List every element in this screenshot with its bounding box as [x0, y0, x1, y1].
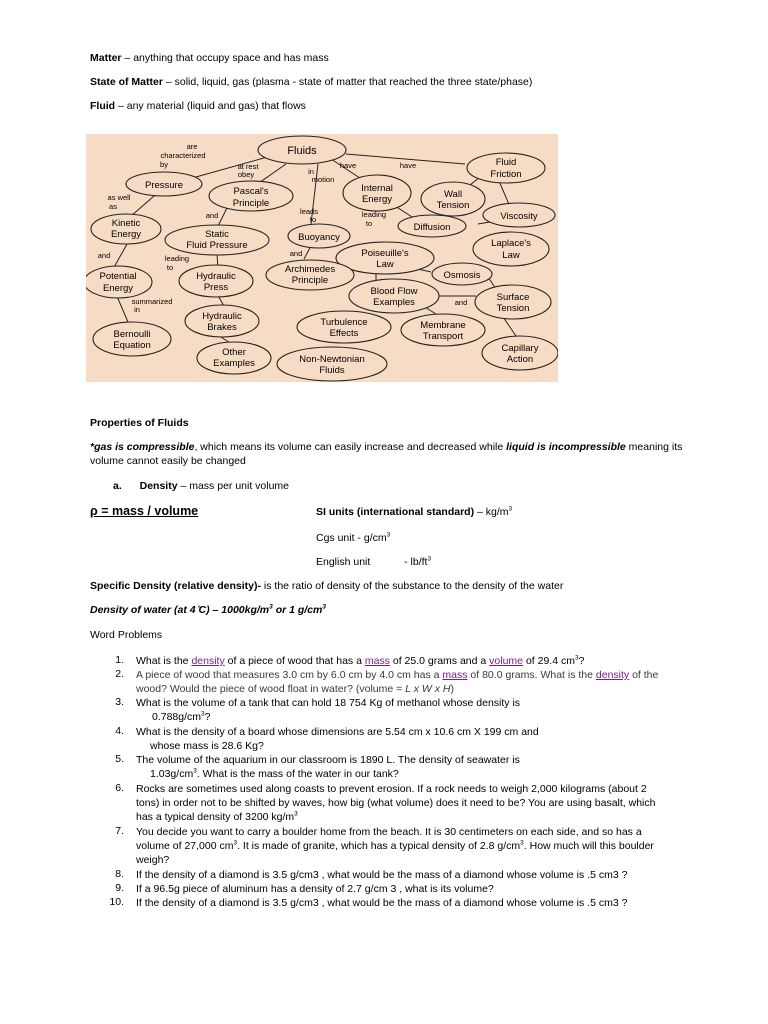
problem-1 [136, 654, 716, 668]
volume-link[interactable]: volume [489, 655, 524, 667]
matter-term: Matter [90, 52, 122, 64]
problem-2 [136, 668, 716, 696]
label-buoyancy: Buoyancy [298, 232, 340, 243]
label-other-1: Other [222, 347, 246, 358]
label-turbulence-2: Effects [329, 328, 359, 339]
specific-density [90, 580, 563, 592]
problem-7-line-2a: volume of 27,000 cm [136, 840, 234, 852]
problem-1-text-d: of 29.4 cm [523, 655, 575, 667]
problem-2-formula: L x W x H [405, 683, 451, 695]
density-formula [90, 504, 198, 518]
link-leading-2: leading [361, 210, 387, 219]
link-leading-1: leading [164, 254, 190, 263]
problem-1-text-c: of 25.0 grams and a [389, 655, 490, 667]
density-link[interactable]: density [191, 655, 225, 667]
label-hydraulic-press-2: Press [203, 282, 229, 293]
gas-text: , which means its volume can easily increase and decreased while [194, 441, 507, 453]
liquid-text: meaning its [625, 441, 683, 453]
problem-4-line-2: whose mass is 28.6 Kg? [150, 740, 264, 752]
problem-number: 5. [115, 753, 124, 765]
gas-term: *gas is compressible [90, 441, 195, 453]
label-viscosity: Viscosity [500, 211, 538, 222]
label-blood-2: Examples [373, 297, 415, 308]
label-osmosis: Osmosis [443, 270, 481, 281]
problem-5-line-1: The volume of the aquarium in our classroom is 1890 L. The density of seawater is [136, 754, 520, 766]
link-leads: leads [300, 207, 318, 216]
state-definition [90, 76, 532, 88]
label-turbulence-1: Turbulence [320, 317, 368, 328]
link-to-1: to [309, 215, 317, 224]
si-label: SI units (international standard) [316, 506, 475, 518]
problem-number: 4. [115, 725, 124, 737]
problem-1-text-e: ? [578, 655, 585, 667]
compressibility-line-1 [90, 441, 682, 453]
cgs-exponent: 3 [386, 531, 391, 539]
label-surface-1: Surface [496, 292, 530, 303]
label-hydraulic-press-1: Hydraulic [196, 271, 236, 282]
cgs-label: Cgs unit - g/cm [316, 532, 387, 544]
link-and-2: and [289, 249, 303, 258]
label-membrane-2: Transport [422, 331, 464, 342]
english-units [316, 556, 431, 568]
label-capillary-2: Action [506, 354, 534, 365]
label-pressure: Pressure [144, 180, 184, 191]
problem-5-line-2: 1.03g/cm [150, 768, 194, 780]
link-as: as [109, 202, 117, 211]
state-text: – solid, liquid, gas (plasma - state of matter that reached the three state/phase) [162, 76, 533, 88]
problem-6 [136, 782, 716, 824]
label-internal-1: Internal [361, 183, 393, 194]
problem-1-text-b: of a piece of wood that has a [224, 655, 365, 667]
si-value: – kg/m [474, 506, 509, 518]
problem-1-exponent: 3 [574, 654, 579, 662]
english-value: - lb/ft [404, 556, 428, 568]
label-capillary-1: Capillary [501, 343, 539, 354]
label-pascal-2: Principle [232, 198, 270, 209]
label-nonnewtonian-1: Non-Newtonian [299, 354, 365, 365]
fluid-term: Fluid [90, 100, 116, 112]
fluids-concept-map [86, 134, 558, 382]
problem-6-line-2: tons) in order not to be shifted by waves, how big (what volume) does it need to be? You are using basalt, which [136, 797, 656, 809]
problem-2-text-c: of the [629, 669, 659, 681]
matter-definition [90, 52, 329, 64]
problem-number: 10. [109, 896, 124, 908]
label-potential-1: Potential [99, 271, 137, 282]
link-by: by [160, 160, 168, 169]
problem-4 [136, 725, 716, 753]
label-pascal-1: Pascal's [233, 186, 269, 197]
problem-1-text-a: What is the [136, 655, 192, 667]
label-surface-2: Tension [496, 303, 530, 314]
si-units [316, 506, 512, 518]
density-def: – mass per unit volume [177, 480, 290, 492]
label-kinetic-2: Energy [110, 229, 142, 240]
fluid-text: – any material (liquid and gas) that flows [115, 100, 306, 112]
link-have-1: have [339, 161, 357, 170]
problem-5 [136, 753, 716, 781]
problem-7-line-3: weigh? [136, 854, 170, 866]
problem-9: If a 96.5g piece of aluminum has a density of 2.7 g/cm 3 , what is its volume? [136, 883, 494, 895]
cgs-units [316, 532, 390, 544]
density-of-water [90, 604, 326, 616]
problem-number: 2. [115, 668, 124, 680]
mass-link[interactable]: mass [364, 655, 390, 667]
problem-number: 1. [115, 654, 124, 666]
label-static-1: Static [205, 229, 229, 240]
si-exponent: 3 [508, 505, 513, 513]
problem-7-line-1: You decide you want to carry a boulder home from the beach. It is 30 centimeters on each side, and so has a [136, 826, 642, 838]
problem-7 [136, 825, 716, 867]
problem-2-text-b: of 80.0 grams. What is the [467, 669, 596, 681]
problem-3-end: ? [204, 711, 211, 723]
problem-number: 6. [115, 782, 124, 794]
label-hydraulic-brakes-2: Brakes [207, 322, 237, 333]
problem-2-text-a: A piece of wood that measures 3.0 cm by 6.0 cm by 4.0 cm has a [136, 669, 443, 681]
link-characterized: characterized [160, 151, 206, 160]
link-motion: motion [311, 175, 335, 184]
compressibility-line-2: volume cannot easily be changed [90, 455, 246, 467]
problem-7-line-2b: . It is made of granite, which has a typical density of 2.8 g/cm [237, 840, 521, 852]
label-poiseuille-2: Law [376, 259, 394, 270]
problem-3 [136, 696, 716, 724]
density-link[interactable]: density [595, 669, 630, 681]
density-formula-text: ρ = mass / volume [90, 504, 199, 518]
problem-6-line-1: Rocks are sometimes used along coasts to prevent erosion. If a rock needs to weigh 2,000 kilograms (about 2 [136, 783, 647, 795]
problem-5-exponent: 3 [193, 767, 197, 775]
label-archimedes-2: Principle [291, 275, 329, 286]
problem-number: 8. [115, 868, 124, 880]
label-poiseuille-1: Poiseuille's [361, 248, 409, 259]
problem-7-exponent-1: 3 [233, 839, 238, 847]
label-membrane-1: Membrane [420, 320, 466, 331]
problem-3-line-2: 0.788g/cm [152, 711, 202, 723]
label-other-2: Examples [213, 358, 255, 369]
word-problems-heading: Word Problems [90, 629, 163, 641]
water-text-a: Density of water (at 4 ̊C) – 1000kg/m [90, 604, 270, 616]
problem-2-line-2-end: ) [450, 683, 454, 695]
specific-density-term: Specific Density (relative density)- [90, 580, 261, 592]
problem-4-line-1: What is the density of a board whose dimensions are 5.54 cm x 10.6 cm X 199 cm and [136, 726, 539, 738]
problem-7-line-2c: . How much will this boulder [523, 840, 654, 852]
density-letter: a. [113, 480, 122, 492]
state-term: State of Matter [90, 76, 163, 88]
link-obey: obey [237, 170, 255, 179]
water-text-b: or 1 g/cm [272, 604, 323, 616]
water-exponent-1: 3 [269, 603, 273, 611]
label-wall-1: Wall [443, 189, 463, 200]
label-static-2: Fluid Pressure [186, 240, 248, 251]
density-definition [113, 480, 289, 492]
label-archimedes-1: Archimedes [284, 264, 336, 275]
concept-map-svg [86, 134, 558, 382]
properties-heading: Properties of Fluids [90, 417, 189, 429]
problem-number: 3. [115, 696, 124, 708]
english-label: English unit [316, 556, 371, 568]
label-hydraulic-brakes-1: Hydraulic [202, 311, 242, 322]
link-and-3: and [97, 251, 111, 260]
problem-10: If the density of a diamond is 3.5 g/cm3 , what would be the mass of a diamond whose volume is .5 cm3 ? [136, 897, 628, 909]
specific-density-text: is the ratio of density of the substance to the density of the water [260, 580, 564, 592]
label-fluid-friction-2: Friction [490, 169, 522, 180]
link-to-3: to [365, 219, 373, 228]
problem-number: 9. [115, 882, 124, 894]
label-fluids: Fluids [287, 145, 317, 157]
label-nonnewtonian-2: Fluids [319, 365, 345, 376]
problem-5-end: . What is the mass of the water in our tank? [196, 768, 399, 780]
label-bernoulli-1: Bernoulli [113, 329, 151, 340]
link-are: are [186, 142, 198, 151]
matter-text: – anything that occupy space and has mass [121, 52, 329, 64]
label-laplace-2: Law [502, 250, 520, 261]
link-and-4: and [454, 298, 468, 307]
label-laplace-1: Laplace's [491, 238, 531, 249]
link-in-2: in [134, 305, 140, 314]
problem-2-line-2: wood? Would the piece of wood float in water? (volume = [136, 683, 406, 695]
label-kinetic-1: Kinetic [111, 218, 141, 229]
label-bernoulli-2: Equation [113, 340, 151, 351]
label-potential-2: Energy [102, 283, 134, 294]
mass-link[interactable]: mass [442, 669, 468, 681]
problem-8: If the density of a diamond is 3.5 g/cm3 , what would be the mass of a diamond whose volume is .5 cm3 ? [136, 869, 628, 881]
label-diffusion: Diffusion [413, 222, 451, 233]
link-have-2: have [399, 161, 417, 170]
density-term: Density [139, 480, 178, 492]
label-fluid-friction-1: Fluid [495, 157, 517, 168]
problem-3-line-1: What is the volume of a tank that can hold 18 754 Kg of methanol whose density is [136, 697, 521, 709]
problem-3-exponent: 3 [201, 710, 205, 718]
label-blood-1: Blood Flow [370, 286, 418, 297]
problem-6-line-3: has a typical density of 3200 kg/m [136, 811, 295, 823]
water-exponent-2: 3 [322, 603, 327, 611]
link-summarized: summarized [131, 297, 173, 306]
link-to-2: to [166, 263, 174, 272]
label-internal-2: Energy [361, 194, 393, 205]
link-as-well: as well [107, 193, 131, 202]
problem-6-exponent: 3 [294, 810, 298, 818]
label-wall-2: Tension [436, 200, 470, 211]
english-exponent: 3 [427, 555, 432, 563]
problem-number: 7. [115, 825, 124, 837]
liquid-term: liquid is incompressible [506, 441, 626, 453]
link-at-rest: at rest [237, 162, 259, 171]
link-and-1: and [205, 211, 219, 220]
link-in: in [308, 167, 314, 176]
problem-7-exponent-2: 3 [520, 839, 524, 847]
fluid-definition [90, 100, 306, 112]
